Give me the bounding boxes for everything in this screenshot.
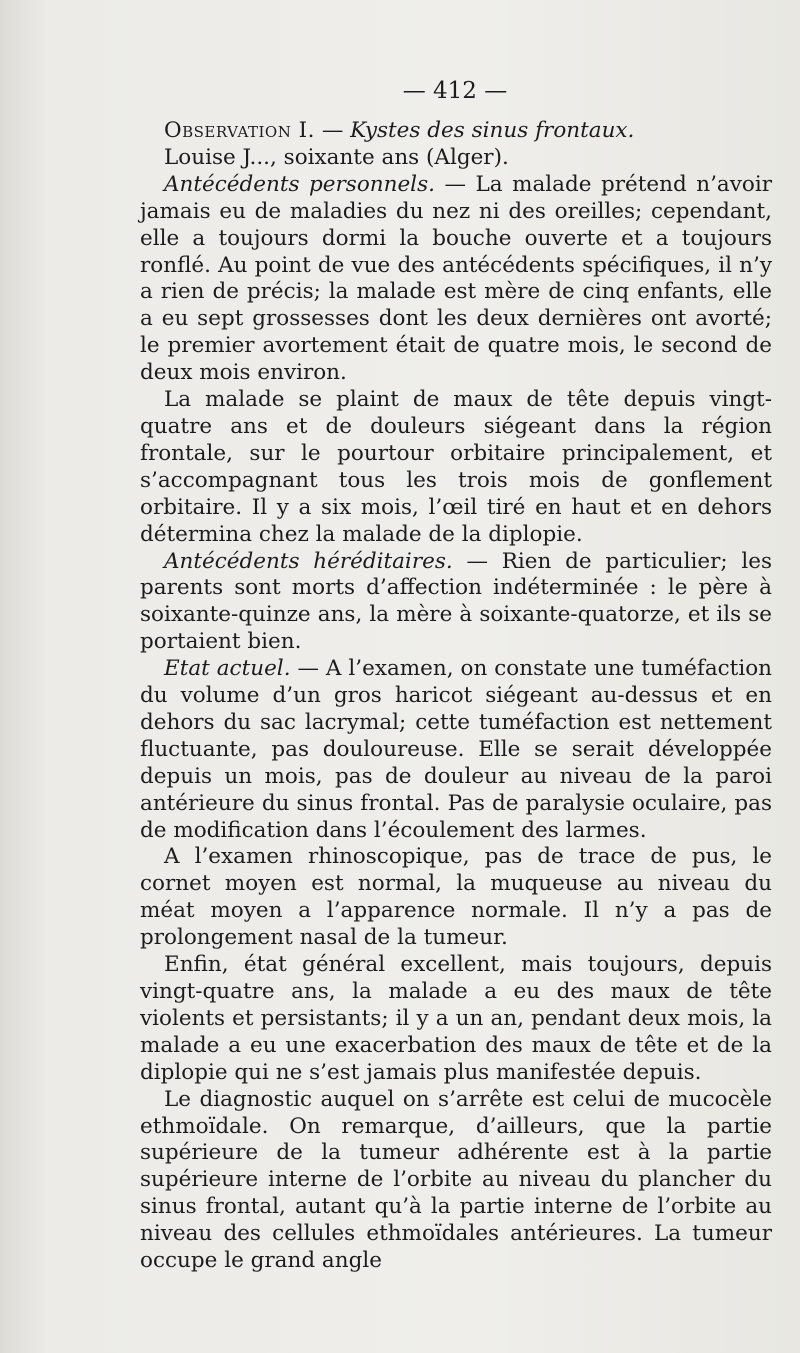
paragraph-text: — La malade prétend n’avoir jamais eu de maladies du nez ni des oreilles; cependant, elle a toujours dormi la bouche ouverte et a toujours ronflé. Au point de vue des antécédents spécifiques, il n’y a rien de précis; la malade est mère de cinq enfants, elle a eu sept grossesses dont les deux dernières ont avorté; le premier avortement était de quatre mois, le second de deux mois environ.	[140, 171, 772, 386]
paragraph-heading: Etat actuel.	[164, 656, 291, 682]
paragraph	[140, 656, 772, 844]
page-body	[140, 118, 772, 1275]
patient-line: Louise J..., soixante ans (Alger).	[164, 144, 509, 170]
paragraph	[140, 952, 772, 1087]
observation-label: Observation I.	[164, 118, 315, 143]
paragraph-text: — Rien de particulier; les parents sont morts d’affection indéterminée : le père à soixante-quinze ans, la mère à soixante-quatorze, et ils se portaient bien.	[140, 548, 772, 655]
paragraph-text: Enfin, état général excellent, mais toujours, depuis vingt-quatre ans, la malade a eu des maux de tête violents et persistants; il y a un an, pendant deux mois, la malade a eu une exacerbation des maux de tête et de la diplopie qui ne s’est jamais plus manifestée depuis.	[140, 952, 772, 1085]
observation-heading	[140, 118, 772, 145]
paragraph-text: La malade se plaint de maux de tête depuis vingt-quatre ans et de douleurs siégeant dans la région frontale, sur le pourtour orbitaire principalement, et s’accompagnant tous les trois mois de gonflement orbitaire. Il y a six mois, l’œil tiré en haut et en dehors détermina chez la malade de la diplopie.	[140, 387, 772, 547]
paragraph-heading: Antécédents héréditaires.	[164, 548, 453, 574]
paragraph-heading: Antécédents personnels.	[164, 171, 435, 197]
observation-title: Kystes des sinus frontaux.	[350, 118, 635, 143]
paragraph-text: A l’examen rhinoscopique, pas de trace de pus, le cornet moyen est normal, la muqueuse au niveau du méat moyen a l’apparence normale. Il n’y a pas de prolongement nasal de la tumeur.	[140, 844, 772, 951]
paragraph	[140, 844, 772, 952]
paragraph	[140, 172, 772, 387]
paragraph-text: — A l’examen, on constate une tuméfaction du volume d’un gros haricot siégeant au-dessus et en dehors du sac lacrymal; cette tuméfaction est nettement fluctuante, pas douloureuse. Elle se serait développée depuis un mois, pas de douleur au niveau de la paroi antérieure du sinus frontal. Pas de paralysie oculaire, pas de modification dans l’écoulement des larmes.	[140, 656, 772, 843]
paragraph	[140, 1087, 772, 1275]
paragraph-text: Le diagnostic auquel on s’arrête est celui de mucocèle ethmoïdale. On remarque, d’ailleurs, que la partie supérieure de la tumeur adhérente est à la partie supérieure interne de l’orbite au niveau du plancher du sinus frontal, autant qu’à la partie interne de l’orbite au niveau des cellules ethmoïdales antérieures. La tumeur occupe le grand angle	[140, 1086, 772, 1274]
paragraph	[140, 549, 772, 657]
observation-dash: —	[314, 118, 351, 143]
page-number: — 412 —	[402, 78, 508, 104]
paragraph	[140, 387, 772, 548]
